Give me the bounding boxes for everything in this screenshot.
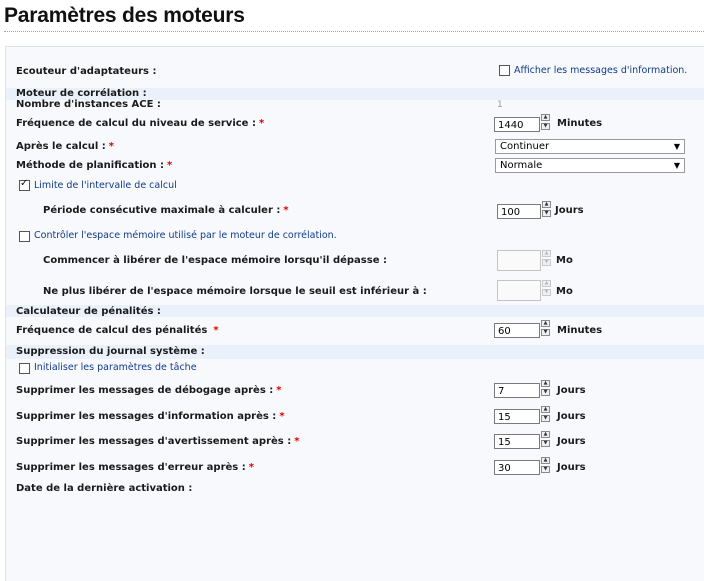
spin-down-icon[interactable]: ▼ (541, 329, 550, 336)
info-retention-input[interactable]: 15 (494, 409, 540, 424)
required-mark: * (283, 205, 289, 216)
warning-retention-label: Supprimer les messages d'avertissement après : * (16, 436, 300, 447)
warning-retention-input[interactable]: 15 (494, 434, 540, 449)
debug-retention-unit: Jours (557, 385, 586, 396)
spin-up-icon[interactable]: ▲ (541, 406, 550, 413)
planning-method-label: Méthode de planification : * (16, 160, 173, 171)
debug-retention-label: Supprimer les messages de débogage après : * (16, 385, 282, 396)
planning-method-selected: Normale (500, 160, 543, 171)
required-mark: * (213, 325, 219, 336)
show-info-label: Afficher les messages d'information. (514, 65, 688, 76)
error-retention-label: Supprimer les messages d'erreur après : * (16, 462, 254, 473)
spin-up-icon[interactable]: ▲ (542, 250, 551, 257)
start-free-memory-unit: Mo (556, 255, 573, 266)
ace-instances-label: Nombre d'instances ACE : (16, 99, 161, 110)
title-divider (4, 31, 704, 32)
memory-control-checkbox[interactable] (19, 231, 30, 242)
required-mark: * (258, 118, 265, 129)
limit-interval-checkbox[interactable] (19, 180, 30, 191)
planning-method-select[interactable] (495, 158, 685, 173)
spin-up-icon[interactable]: ▲ (542, 280, 551, 287)
spin-down-icon[interactable]: ▼ (542, 210, 551, 217)
penalty-frequency-stepper[interactable] (541, 320, 551, 337)
spin-down-icon[interactable]: ▼ (541, 389, 550, 396)
required-mark: * (279, 411, 285, 422)
stop-free-memory-unit: Mo (556, 286, 573, 297)
memory-control-label: Contrôler l'espace mémoire utilisé par le moteur de corrélation. (34, 230, 337, 241)
spin-up-icon[interactable]: ▲ (541, 431, 550, 438)
spin-down-icon[interactable]: ▼ (541, 123, 550, 130)
page-title: Paramètres des moteurs (4, 4, 245, 27)
service-level-frequency-stepper[interactable] (541, 114, 551, 131)
info-retention-unit: Jours (557, 411, 586, 422)
max-period-unit: Jours (555, 205, 584, 216)
ace-instances-value: 1 (497, 100, 503, 110)
max-period-label: Période consécutive maximale à calculer : * (43, 205, 289, 216)
warning-retention-stepper[interactable] (541, 431, 551, 448)
init-task-label: Initialiser les paramètres de tâche (34, 362, 197, 373)
start-free-memory-label: Commencer à libérer de l'espace mémoire lorsqu'il dépasse : (43, 255, 387, 266)
error-retention-input[interactable]: 30 (494, 460, 540, 475)
spin-up-icon[interactable]: ▲ (541, 457, 550, 464)
required-mark: * (294, 436, 300, 447)
after-calc-selected: Continuer (500, 141, 550, 152)
spin-up-icon[interactable]: ▲ (542, 201, 551, 208)
penalty-calculator-label: Calculateur de pénalités : (16, 306, 161, 317)
after-calc-label: Après le calcul : * (16, 141, 115, 152)
syslog-cleanup-label: Suppression du journal système : (16, 346, 205, 357)
stop-free-memory-stepper[interactable] (542, 280, 552, 297)
service-level-frequency-input[interactable]: 1440 (494, 117, 540, 132)
limit-interval-label: Limite de l'intervalle de calcul (34, 180, 177, 191)
spin-up-icon[interactable]: ▲ (541, 320, 550, 327)
penalty-frequency-label: Fréquence de calcul des pénalités * (16, 325, 219, 336)
max-period-stepper[interactable] (542, 201, 552, 218)
last-activation-label: Date de la dernière activation : (16, 483, 193, 494)
error-retention-unit: Jours (557, 462, 586, 473)
required-mark: * (167, 160, 173, 171)
start-free-memory-input[interactable] (497, 250, 541, 271)
debug-retention-input[interactable]: 7 (494, 383, 540, 398)
error-retention-stepper[interactable] (541, 457, 551, 474)
penalty-frequency-unit: Minutes (557, 325, 603, 336)
max-period-input[interactable]: 100 (497, 204, 541, 219)
spin-down-icon[interactable]: ▼ (541, 466, 550, 473)
stop-free-memory-input[interactable] (497, 280, 541, 301)
penalty-frequency-input[interactable]: 60 (494, 323, 540, 338)
service-level-frequency-label: Fréquence de calcul du niveau de service : * (16, 118, 265, 129)
debug-retention-stepper[interactable] (541, 380, 551, 397)
show-info-checkbox[interactable] (499, 65, 510, 76)
spin-up-icon[interactable]: ▲ (541, 380, 550, 387)
service-level-frequency-unit: Minutes (557, 118, 603, 129)
spin-down-icon[interactable]: ▼ (542, 289, 551, 296)
correlation-engine-label: Moteur de corrélation : (16, 88, 147, 99)
spin-down-icon[interactable]: ▼ (541, 415, 550, 422)
start-free-memory-stepper[interactable] (542, 250, 552, 267)
warning-retention-unit: Jours (557, 436, 586, 447)
adapter-listener-label: Ecouteur d'adaptateurs : (16, 66, 157, 77)
init-task-checkbox[interactable] (19, 363, 30, 374)
required-mark: * (248, 462, 254, 473)
required-mark: * (108, 141, 115, 152)
info-retention-stepper[interactable] (541, 406, 551, 423)
info-retention-label: Supprimer les messages d'information après : * (16, 411, 285, 422)
spin-down-icon[interactable]: ▼ (541, 440, 550, 447)
spin-up-icon[interactable]: ▲ (541, 114, 550, 121)
stop-free-memory-label: Ne plus libérer de l'espace mémoire lorsque le seuil est inférieur à : (43, 286, 427, 297)
required-mark: * (276, 385, 282, 396)
dropdown-arrow-icon: ▼ (673, 142, 680, 151)
dropdown-arrow-icon: ▼ (673, 161, 680, 170)
after-calc-select[interactable] (495, 139, 685, 154)
spin-down-icon[interactable]: ▼ (542, 259, 551, 266)
